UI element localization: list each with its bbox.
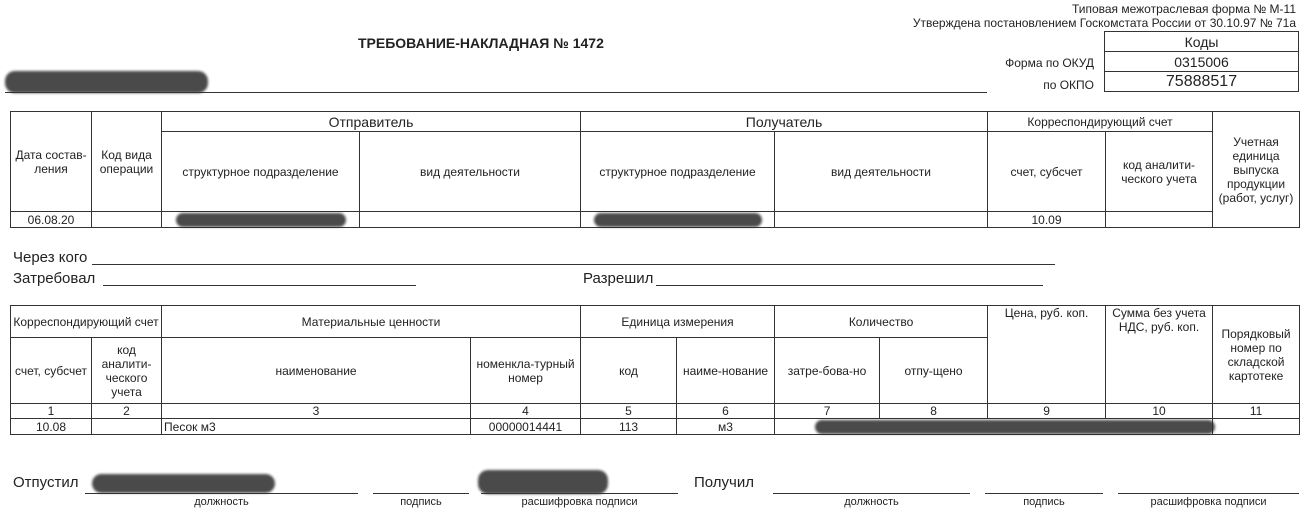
column-numbers-row	[11, 404, 1300, 419]
redacted-sender	[176, 213, 346, 227]
row-redacted-values	[775, 419, 1213, 435]
received-decoding-line	[1118, 493, 1299, 494]
codes-table	[1104, 31, 1299, 92]
price-header: Цена, руб. коп.	[988, 306, 1106, 404]
table-row	[11, 419, 1300, 435]
row-account: 10.08	[11, 419, 92, 435]
requested-line	[103, 285, 416, 286]
col-num: 7	[775, 404, 880, 419]
form-header	[913, 2, 1296, 30]
col-num: 1	[11, 404, 92, 419]
row-name: Песок м3	[162, 419, 471, 435]
receiver-activity-value	[775, 212, 988, 228]
nomenclature-header: номенкла-турный номер	[471, 338, 581, 404]
redacted-receiver	[594, 213, 762, 227]
okud-label: Форма по ОКУД	[1005, 56, 1094, 70]
released-decoding-caption: расшифровка подписи	[521, 496, 638, 508]
col-num: 10	[1106, 404, 1213, 419]
requested-qty-header: затре-бова-но	[775, 338, 880, 404]
unit-measure-header: Единица измерения	[581, 306, 775, 338]
released-position-line	[85, 493, 358, 494]
col-num: 3	[162, 404, 471, 419]
released-signature-line	[373, 493, 469, 494]
form-type: Типовая межотраслевая форма № М-11	[1071, 2, 1296, 16]
receiver-activity-header: вид деятельности	[775, 132, 988, 212]
through-label: Через кого	[13, 249, 88, 266]
allowed-line	[656, 285, 1043, 286]
receiver-header: Получатель	[581, 112, 988, 132]
received-signature-line	[985, 493, 1103, 494]
released-position-caption: должность	[194, 496, 249, 508]
corr-account-header: Корреспондирующий счет	[988, 112, 1213, 132]
date-header: Дата состав-ления	[11, 112, 92, 212]
received-position-caption: должность	[844, 496, 899, 508]
header-table	[10, 111, 1300, 228]
row-code: 113	[581, 419, 677, 435]
requested-label: Затребовал	[13, 270, 96, 287]
codes-head: Коды	[1105, 32, 1299, 52]
row-analytic	[92, 419, 162, 435]
sender-struct-header: структурное подразделение	[162, 132, 360, 212]
redacted-quantities	[815, 420, 1215, 434]
order-number-header: Порядковый номер по складской картотеке	[1213, 306, 1300, 404]
organization-line	[5, 92, 987, 93]
approval-note: Утверждена постановлением Госкомстата России от 30.10.97 № 71а	[912, 16, 1296, 30]
sender-header: Отправитель	[162, 112, 581, 132]
code-header: код	[581, 338, 677, 404]
row-order	[1213, 419, 1300, 435]
col-num: 11	[1213, 404, 1300, 419]
received-signature-caption: подпись	[1023, 496, 1065, 508]
released-signature-caption: подпись	[400, 496, 442, 508]
operation-code-header: Код вида операции	[92, 112, 162, 212]
released-decoding-line	[481, 493, 678, 494]
account-header-2: счет, субсчет	[11, 338, 92, 404]
col-num: 9	[988, 404, 1106, 419]
account-value: 10.09	[988, 212, 1106, 228]
okpo-value: 75888517	[1105, 72, 1299, 92]
unit-header: Учетная единица выпуска продукции (работ, услуг)	[1213, 112, 1300, 228]
row-nomenclature: 00000014441	[471, 419, 581, 435]
document-title: ТРЕБОВАНИЕ-НАКЛАДНАЯ № 1472	[358, 35, 604, 51]
redacted-organization	[5, 71, 208, 93]
corr-account-header-2: Корреспондирующий счет	[11, 306, 162, 338]
col-num: 5	[581, 404, 677, 419]
name-header: наименование	[162, 338, 471, 404]
redacted-released-name	[478, 470, 608, 494]
receiver-struct-header: структурное подразделение	[581, 132, 775, 212]
col-num: 6	[677, 404, 775, 419]
unit-name-header: наиме-нование	[677, 338, 775, 404]
analytic-header-2: код аналити-ческого учета	[92, 338, 162, 404]
analytic-value	[1106, 212, 1213, 228]
redacted-released-position	[92, 474, 275, 493]
receiver-struct-value	[581, 212, 775, 228]
through-line	[92, 264, 1055, 265]
col-num: 4	[471, 404, 581, 419]
analytic-header: код аналити-ческого учета	[1106, 132, 1213, 212]
sender-struct-value	[162, 212, 360, 228]
received-position-line	[773, 493, 970, 494]
date-value: 06.08.20	[11, 212, 92, 228]
received-decoding-caption: расшифровка подписи	[1150, 496, 1267, 508]
sender-activity-value	[360, 212, 581, 228]
okpo-label: по ОКПО	[1043, 78, 1094, 92]
received-label: Получил	[694, 474, 754, 491]
row-unit: м3	[677, 419, 775, 435]
quantity-header: Количество	[775, 306, 988, 338]
allowed-label: Разрешил	[583, 270, 654, 287]
released-label: Отпустил	[13, 474, 79, 491]
col-num: 2	[92, 404, 162, 419]
sum-header: Сумма без учета НДС, руб. коп.	[1106, 306, 1213, 404]
okud-value: 0315006	[1105, 52, 1299, 72]
materials-table	[10, 305, 1300, 435]
sender-activity-header: вид деятельности	[360, 132, 581, 212]
col-num: 8	[880, 404, 988, 419]
issued-qty-header: отпу-щено	[880, 338, 988, 404]
account-header: счет, субсчет	[988, 132, 1106, 212]
operation-code-value	[92, 212, 162, 228]
materials-header: Материальные ценности	[162, 306, 581, 338]
